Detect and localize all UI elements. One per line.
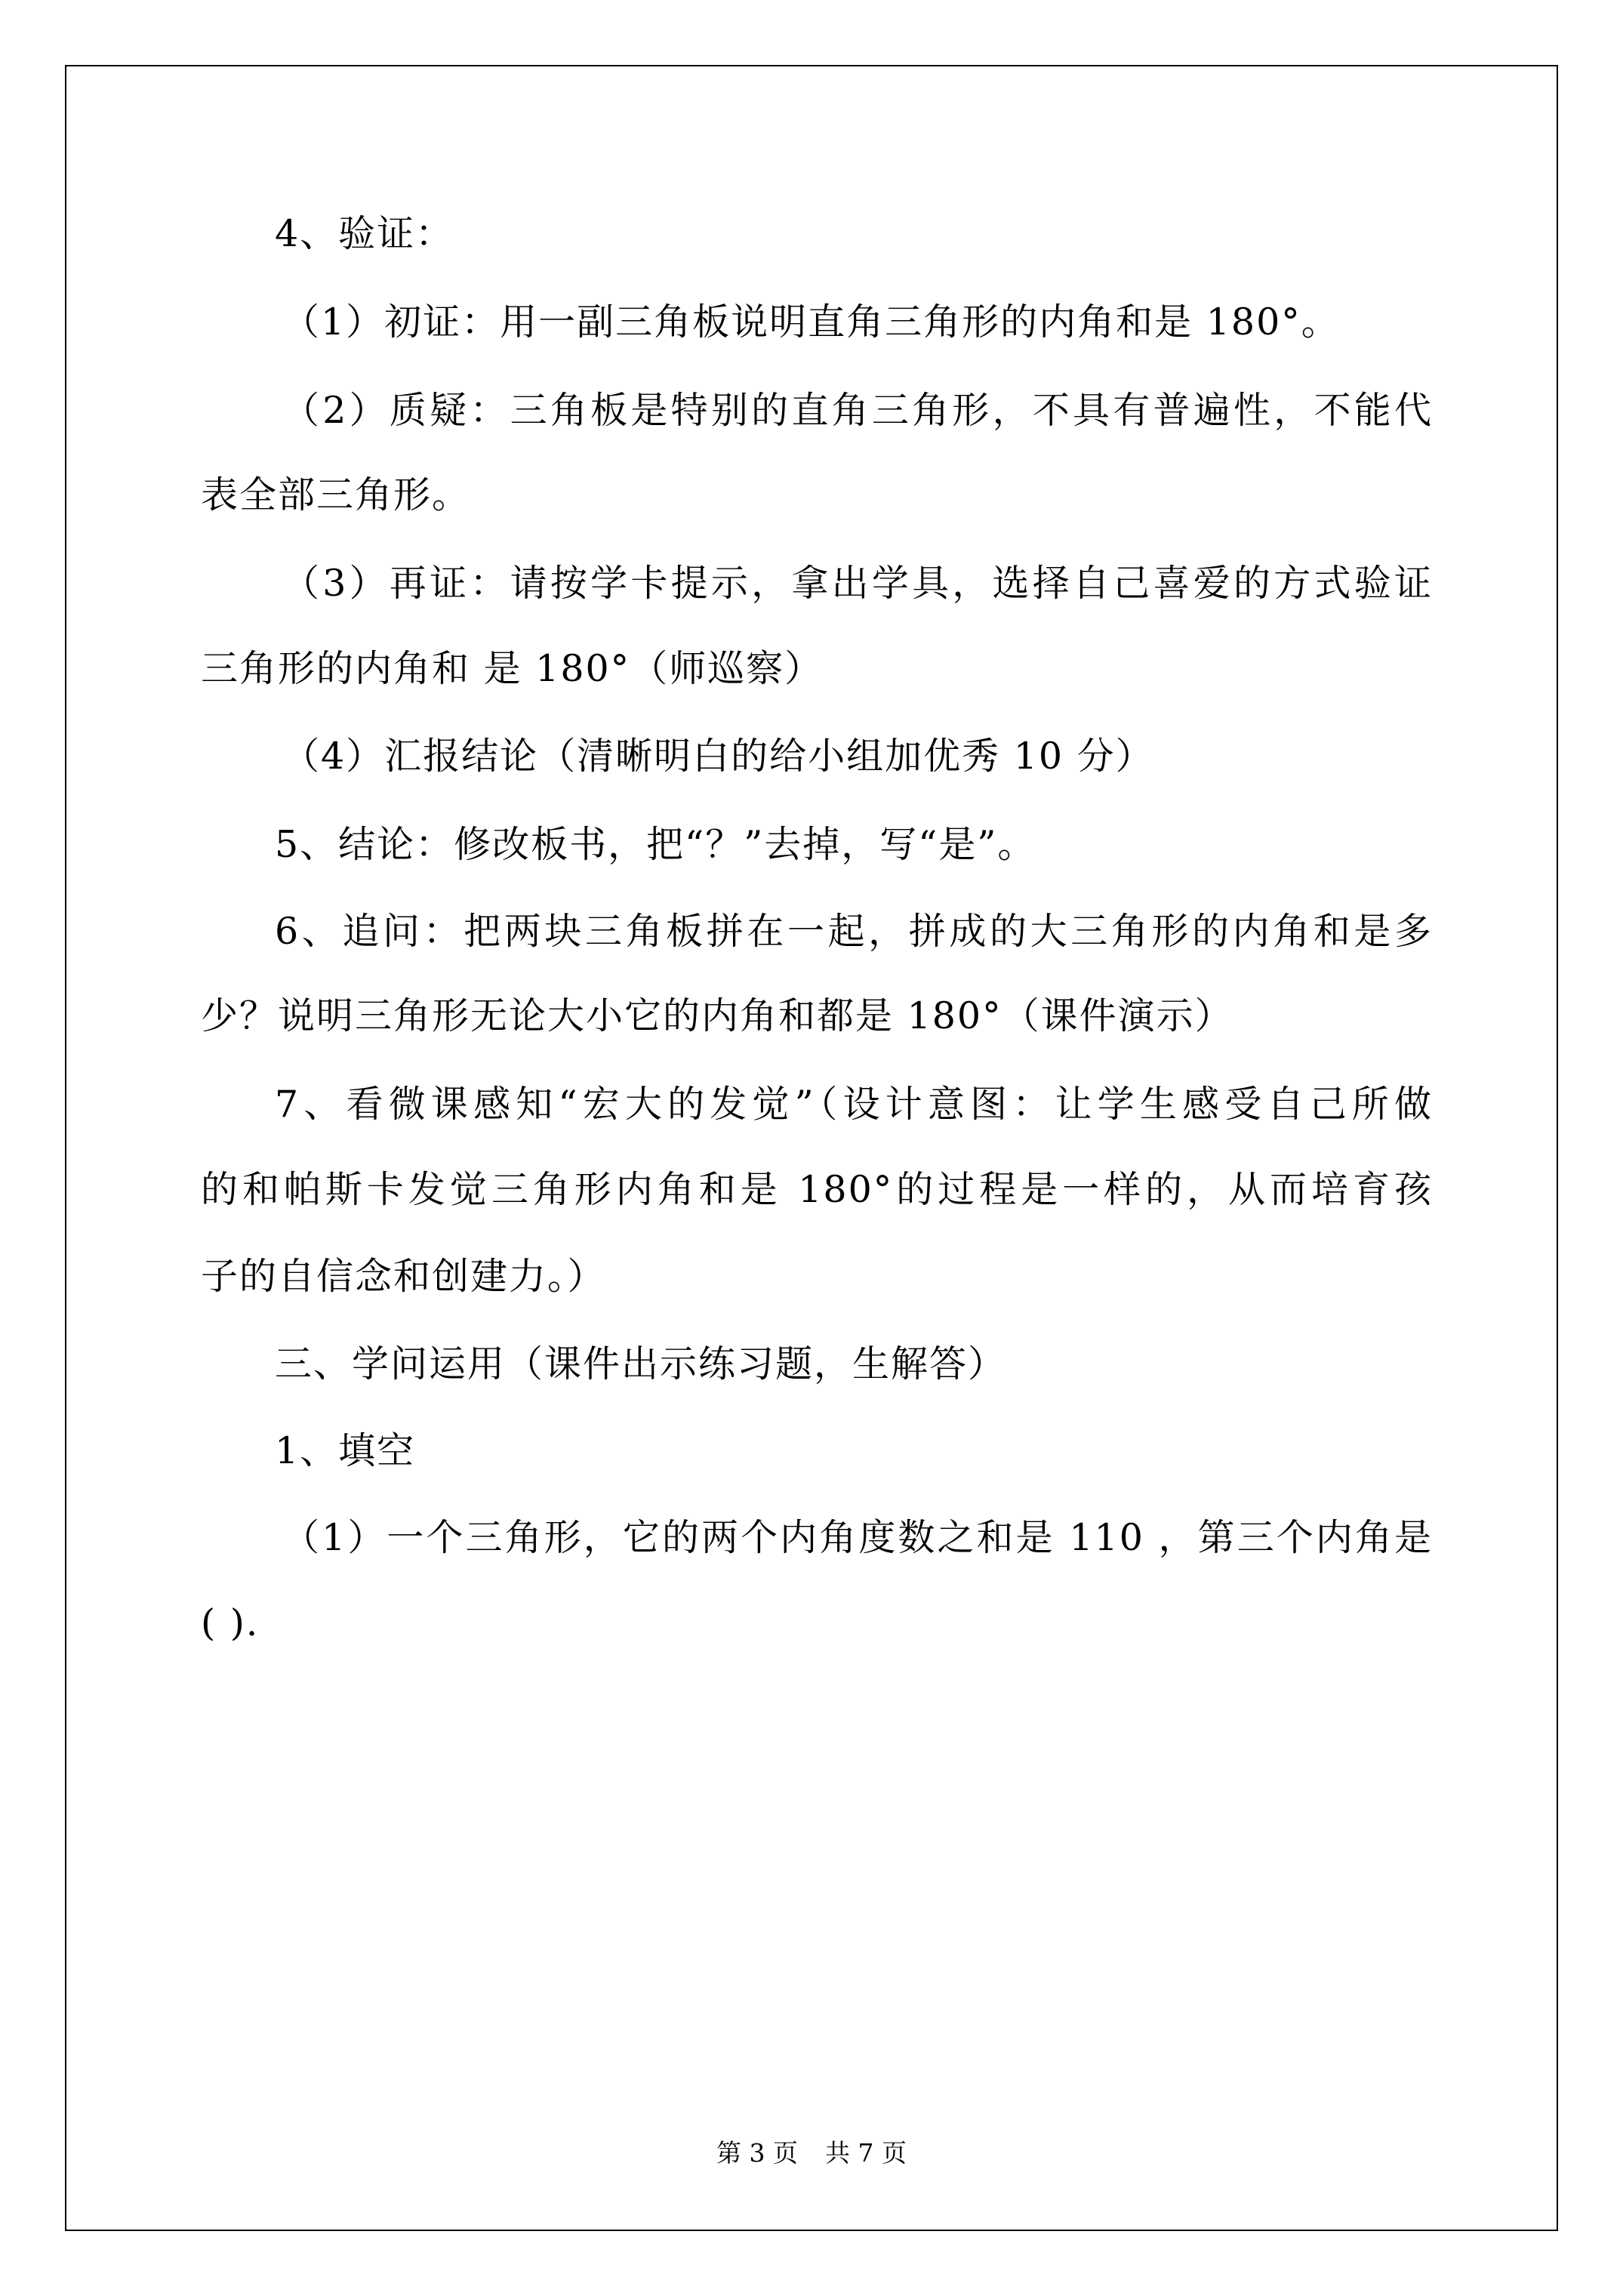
paragraph-line: （1）初证：用一副三角板说明直角三角形的内角和是 180°。 [282, 300, 1340, 344]
paragraph-line: （2）质疑：三角板是特别的直角三角形，不具有普遍性，不能代 [282, 389, 1433, 432]
subheading-fill-blank: 1、填空 [275, 1429, 416, 1472]
paragraph-line: 7、看微课感知“宏大的发觉”（设计意图：让学生感受自己所做 [275, 1083, 1433, 1126]
paragraph-line: ( ). [201, 1601, 260, 1644]
page-footer [0, 2138, 1623, 2168]
paragraph-line: 子的自信念和创建力。） [201, 1255, 606, 1298]
paragraph-line: 少？说明三角形无论大小它的内角和都是 180°（课件演示） [201, 994, 1233, 1037]
paragraph-line: （1）一个三角形，它的两个内角度数之和是 110 ，第三个内角是 [282, 1516, 1433, 1559]
paragraph-line: 6、追问：把两块三角板拼在一起，拼成的大三角形的内角和是多 [275, 910, 1433, 953]
heading-verify: 4、验证： [275, 212, 454, 255]
heading-conclusion: 5、结论：修改板书，把“？”去掉，写“是”。 [275, 823, 1036, 866]
paragraph-line: 三角形的内角和 是 180°（师巡察） [201, 647, 824, 690]
paragraph-line: 表全部三角形。 [201, 473, 471, 516]
page-total: 共 7 页 [825, 2138, 907, 2168]
paragraph-line: 的和帕斯卡发觉三角形内角和是 180°的过程是一样的，从而培育孩 [201, 1168, 1433, 1211]
page-number: 第 3 页 [716, 2138, 798, 2168]
paragraph-line: （4）汇报结论（清晰明白的给小组加优秀 10 分） [282, 735, 1154, 778]
paragraph-line: （3）再证：请按学卡提示，拿出学具，选择自己喜爱的方式验证 [282, 562, 1433, 605]
section-heading: 三、学问运用（课件出示练习题，生解答） [275, 1342, 1007, 1385]
